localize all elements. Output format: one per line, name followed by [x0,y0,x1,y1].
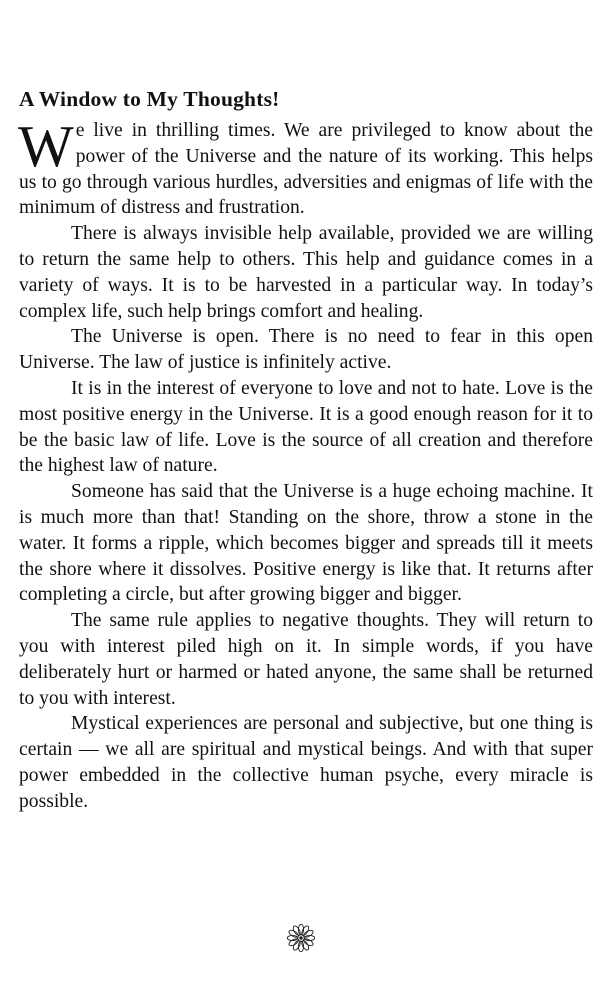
drop-cap: W [18,113,74,179]
flower-ornament-icon [286,923,316,953]
paragraph-1 [18,113,593,221]
document-page [19,86,593,815]
paragraph-4: It is in the interest of everyone to love and not to hate. Love is the most positive energy in the Universe. It is a good enough reason for it to be the basic law of life. Love is the source of all creation and therefore the highest law of nature. [19,377,593,477]
paragraph-7: Mystical experiences are personal and subjective, but one thing is certain — we all are spiritual and mystical beings. And with that super power embedded in the collective human psyche, every miracle is possible. [19,713,593,812]
paragraph-6: The same rule applies to negative thoughts. They will return to you with interest piled high on it. In simple words, if you have deliberately hurt or harmed or hated anyone, the same shall be returned to you with interest. [19,610,593,709]
paragraph-2: There is always invisible help available, provided we are willing to return the same help to others. This help and guidance comes in a variety of ways. It is to be harvested in a particular way. In today’s complex life, such help brings comfort and healing. [19,223,593,322]
paragraph-5: Someone has said that the Universe is a huge echoing machine. It is much more than that! Standing on the shore, throw a stone in the water. It forms a ripple, which becomes bigger and spreads till it meets the shore where it dissolves. Positive energy is like that. It returns after completing a circle, but after growing bigger and bigger. [19,481,593,606]
paragraph-3: The Universe is open. There is no need to fear in this open Universe. The law of justice is infinitely active. [19,326,593,374]
paragraph-1-text: e live in thrilling times. We are privileged to know about the power of the Universe and the nature of its working. This helps us to go through various hurdles, adversities and enigmas of life with the minimum of distress and frustration. [19,120,593,219]
page-title: A Window to My Thoughts! [19,87,280,111]
